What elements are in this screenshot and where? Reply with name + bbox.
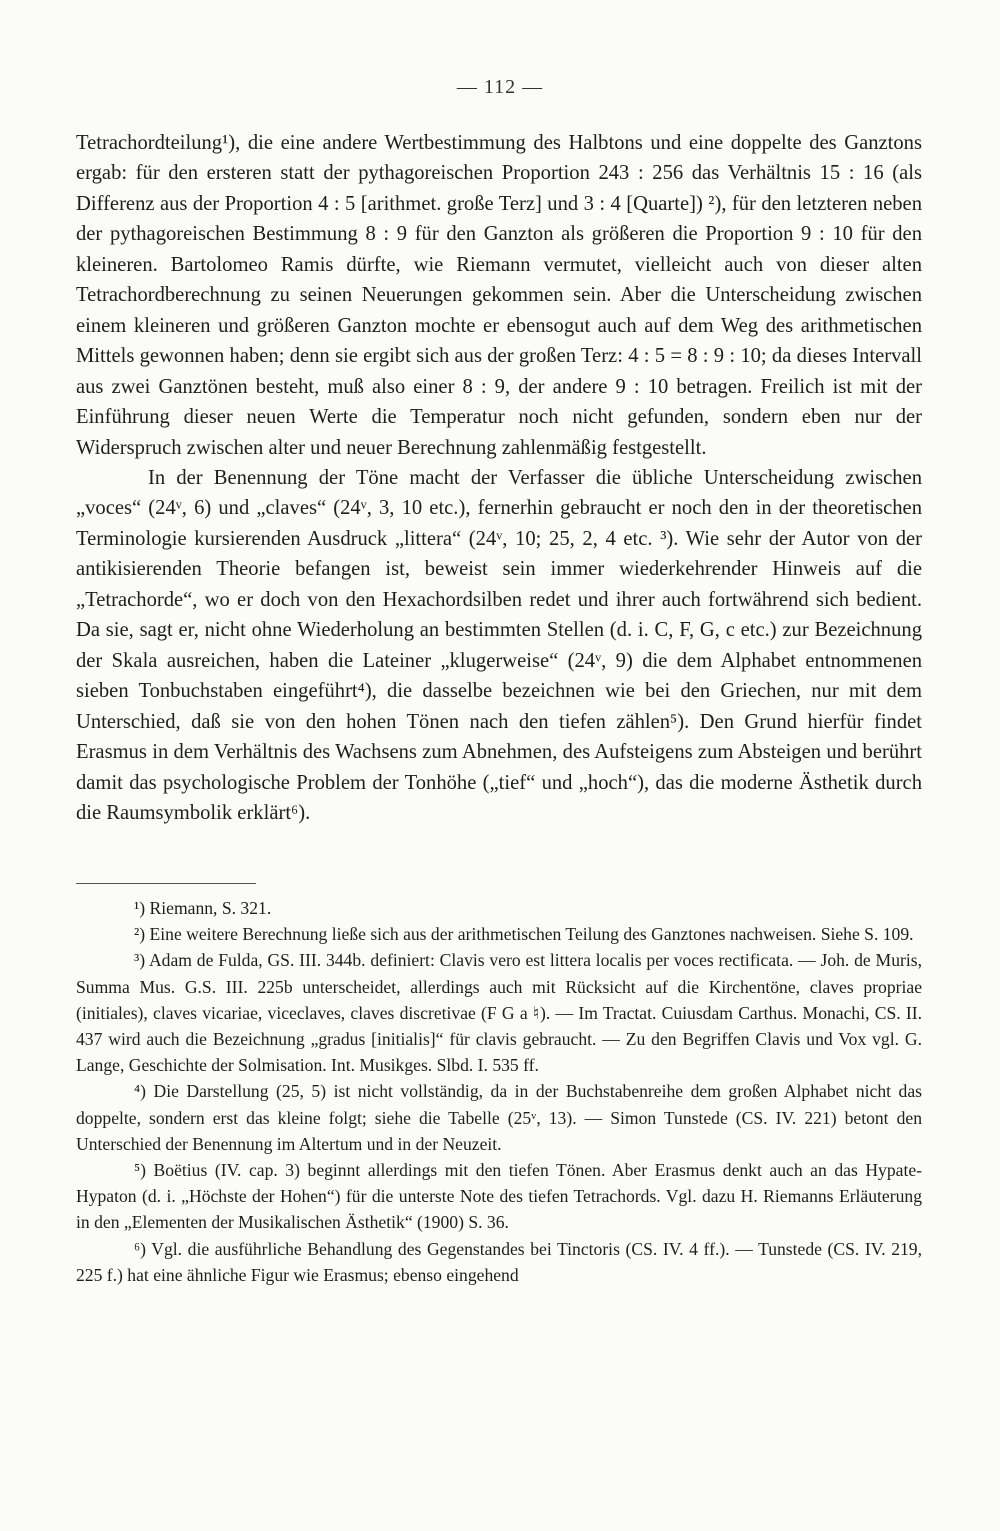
footnote-divider [76, 883, 256, 884]
footnote-4: ⁴) Die Darstellung (25, 5) ist nicht vollständig, da in der Buchstabenreihe dem großen Alphabet nicht das doppelte, sondern erst das kleine folgt; siehe die Tabelle (25ᵛ, 13). — Simon Tunstede (CS. IV. 221) betont den Unterschied der Benennung im Altertum und in der Neuzeit. [76, 1081, 922, 1154]
page-number: — 112 — [456, 76, 544, 98]
body-paragraph-2: In der Benennung der Töne macht der Verfasser die übliche Unterscheidung zwischen „voces“ (24ᵛ, 6) und „claves“ (24ᵛ, 3, 10 etc.), fernerhin gebraucht er noch den in der theoretischen Terminologie kursierenden Ausdruck „littera“ (24ᵛ, 10; 25, 2, 4 etc. ³). Wie sehr der Autor von der antikisierenden Theorie befangen ist, beweist sein immer wiederkehrender Hinweis auf die „Tetrachorde“, wo er doch von den Hexachordsilben redet und ihrer auch fortwährend sich bedient. Da sie, sagt er, nicht ohne Wiederholung an bestimmten Stellen (d. i. C, F, G, c etc.) zur Bezeichnung der Skala ausreichen, haben die Lateiner „klugerweise“ (24ᵛ, 9) die dem Alphabet entnommenen sieben Tonbuchstaben eingeführt⁴), die dasselbe bezeichnen wie bei den Griechen, nur mit dem Unterschied, daß sie von den hohen Tönen nach den tiefen zählen⁵). Den Grund hierfür findet Erasmus in dem Verhältnis des Wachsens zum Abnehmen, des Aufsteigens zum Absteigen und berührt damit das psychologische Problem der Tonhöhe („tief“ und „hoch“), das die moderne Ästhetik durch die Raumsymbolik erklärt⁶). [76, 466, 922, 824]
footnote-5: ⁵) Boëtius (IV. cap. 3) beginnt allerdings mit den tiefen Tönen. Aber Erasmus denkt auch an das Hypate-Hypaton (d. i. „Höchste der Hohen“) für die unterste Note des tiefen Tetrachords. Vgl. dazu H. Riemanns Erläuterung in den „Elementen der Musikalischen Ästhetik“ (1900) S. 36. [76, 1160, 922, 1233]
footnotes [76, 895, 922, 1288]
footnote-6: ⁶) Vgl. die ausführliche Behandlung des Gegenstandes bei Tinctoris (CS. IV. 4 ff.). — Tunstede (CS. IV. 219, 225 f.) hat eine ähnliche Figur wie Erasmus; ebenso eingehend [76, 1238, 922, 1285]
footnote-1: ¹) Riemann, S. 321. [134, 898, 272, 918]
main-text [76, 128, 922, 828]
footnote-2: ²) Eine weitere Berechnung ließe sich aus der arithmetischen Teilung des Ganztones nachweisen. Siehe S. 109. [134, 924, 914, 945]
footnote-3: ³) Adam de Fulda, GS. III. 344b. definiert: Clavis vero est littera localis per voces rectificata. — Joh. de Muris, Summa Mus. G.S. III. 225b unterscheidet, allerdings auch mit Rücksicht auf die Kirchentöne, claves propriae (initiales), claves vicariae, viceclaves, claves discretivae (F G a ♮). — Im Tractat. Cuiusdam Carthus. Monachi, CS. II. 437 wird auch die Bezeichnung „gradus [initialis]“ für clavis gebraucht. — Zu den Begriffen Clavis und Vox vgl. G. Lange, Geschichte der Solmisation. Int. Musikges. Slbd. I. 535 ff. [76, 950, 922, 1076]
body-paragraph-1: Tetrachordteilung¹), die eine andere Wertbestimmung des Halbtons und eine doppelte des Ganztons ergab: für den ersteren statt der pythagoreischen Proportion 243 : 256 das Verhältnis 15 : 16 (als Differenz aus der Proportion 4 : 5 [arithmet. große Terz] und 3 : 4 [Quarte]) ²), für den letzteren neben der pythagoreischen Bestimmung 8 : 9 für den Ganzton als größeren die Proportion 9 : 10 für den kleineren. Bartolomeo Ramis dürfte, wie Riemann vermutet, vielleicht auch von dieser alten Tetrachordberechnung zu seinen Neuerungen gekommen sein. Aber die Unterscheidung zwischen einem kleineren und größeren Ganzton mochte er ebensogut auch auf dem Weg des arithmetischen Mittels gewonnen haben; denn sie ergibt sich aus der großen Terz: 4 : 5 = 8 : 9 : 10; da dieses Intervall aus zwei Ganztönen besteht, muß also einer 8 : 9, der andere 9 : 10 betragen. Freilich ist mit der Einführung dieser neuen Werte die Temperatur noch nicht gefunden, sondern eben nur der Widerspruch zwischen alter und neuer Berechnung zahlenmäßig festgestellt. [76, 132, 922, 459]
